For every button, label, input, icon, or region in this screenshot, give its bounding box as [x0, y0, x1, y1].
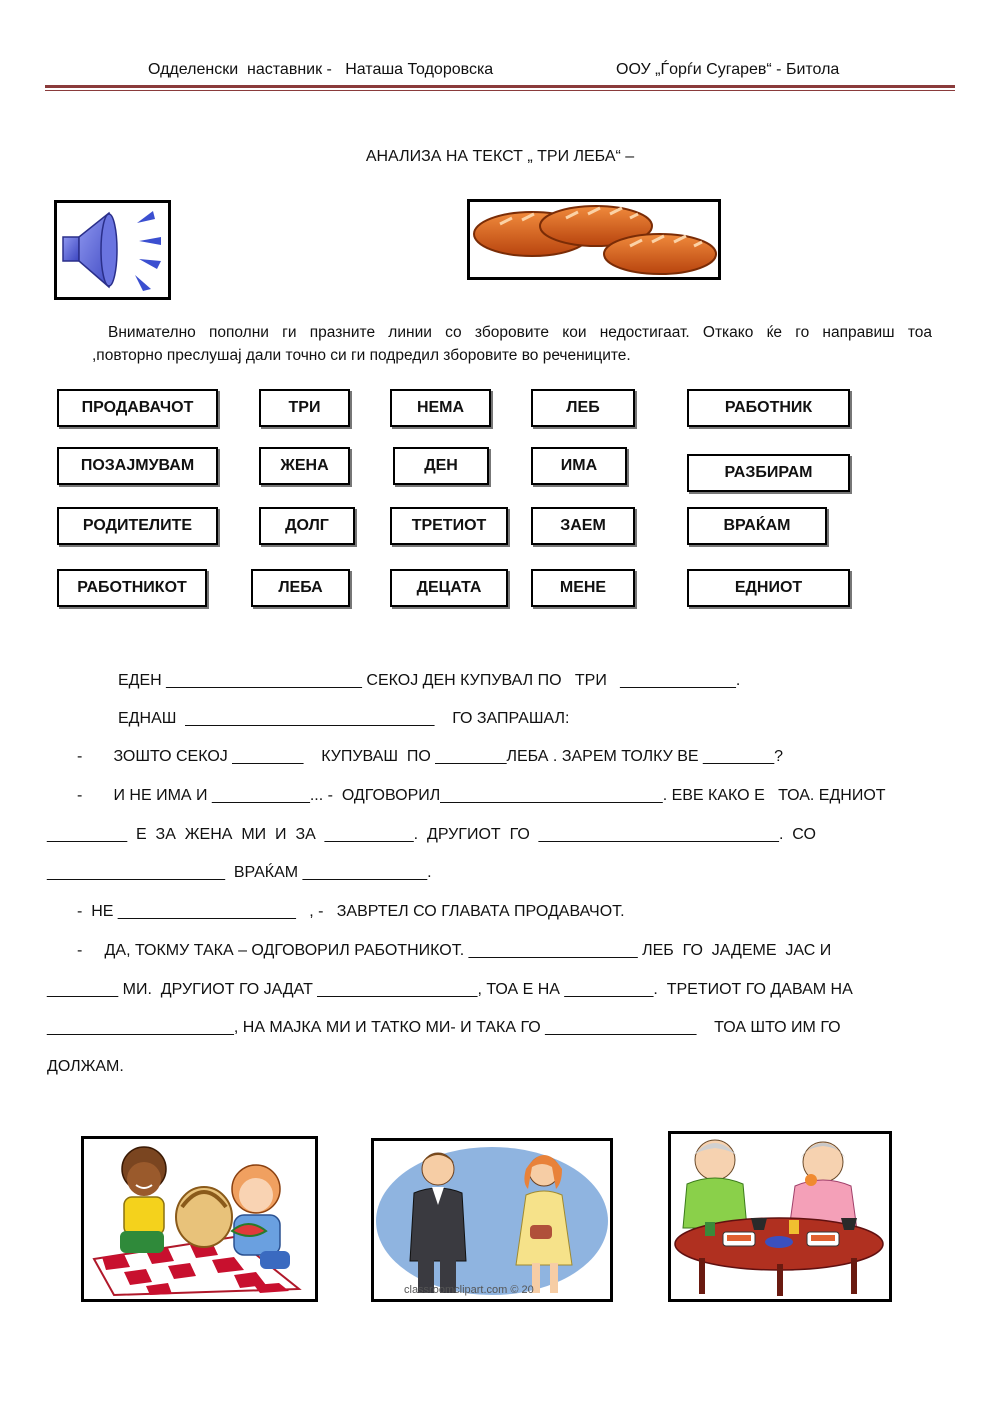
- word-card[interactable]: ДЕН: [393, 447, 489, 485]
- word-card[interactable]: ДОЛГ: [259, 507, 355, 545]
- story-line[interactable]: _________ Е ЗА ЖЕНА МИ И ЗА __________. ДРУГИОТ ГО ___________________________. СО: [47, 826, 816, 843]
- instructions: [50, 321, 932, 367]
- word-card[interactable]: МЕНЕ: [531, 569, 635, 607]
- word-card[interactable]: ПОЗАЈМУВАМ: [57, 447, 218, 485]
- instructions-line-1: Внимателно пополни ги празните линии со зборовите кои недостигаат. Откако ќе го направиш тоа: [108, 324, 932, 341]
- word-card[interactable]: РАЗБИРАМ: [687, 454, 850, 492]
- word-card[interactable]: ЕДНИОТ: [687, 569, 850, 607]
- story-line[interactable]: ЕДНАШ ____________________________ ГО ЗАПРАШАЛ:: [118, 710, 570, 727]
- story-line[interactable]: ____________________ ВРАЌАМ ______________.: [47, 864, 432, 881]
- word-card[interactable]: ДЕЦАТА: [390, 569, 508, 607]
- word-card[interactable]: РОДИТЕЛИТЕ: [57, 507, 218, 545]
- bread-loaf: [604, 234, 716, 274]
- instructions-line-2: ,повторно преслушај дали точно си ги подредил зборовите во речениците.: [92, 347, 631, 364]
- word-card[interactable]: ПРОДАВАЧОТ: [57, 389, 218, 427]
- word-card[interactable]: НЕМА: [390, 389, 491, 427]
- watermark-text: classroomclipart.com © 20: [404, 1284, 534, 1296]
- speaker-icon: [57, 203, 168, 297]
- story-line: ДОЛЖАМ.: [47, 1058, 124, 1075]
- word-card[interactable]: ИМА: [531, 447, 627, 485]
- children-picnic-illustration: [81, 1136, 318, 1302]
- story-line[interactable]: - И НЕ ИМА И ___________... - ОДГОВОРИЛ_________________________. ЕВЕ КАКО Е ТОА. ЕДНИОТ: [77, 787, 886, 804]
- teacher-name: Одделенски наставник - Наташа Тодоровска: [148, 61, 494, 78]
- word-card[interactable]: ТРИ: [259, 389, 350, 427]
- word-card[interactable]: ТРЕТИОТ: [390, 507, 508, 545]
- story-line[interactable]: _____________________, НА МАЈКА МИ И ТАТКО МИ- И ТАКА ГО _________________ ТОА ШТО ИМ ГО: [47, 1019, 841, 1036]
- story-line[interactable]: - НЕ ____________________ , - ЗАВРТЕЛ СО ГЛАВАТА ПРОДАВАЧОТ.: [77, 903, 625, 920]
- story-line[interactable]: ЕДЕН ______________________ СЕКОЈ ДЕН КУПУВАЛ ПО ТРИ _____________.: [118, 672, 741, 689]
- grandparents-eating-illustration: [668, 1131, 892, 1302]
- word-card[interactable]: ЛЕБА: [251, 569, 350, 607]
- couple-illustration: [371, 1138, 613, 1302]
- school-name: ООУ „Ѓорѓи Сугарев“ - Битола: [616, 61, 840, 78]
- story-line[interactable]: - ДА, ТОКМУ ТАКА – ОДГОВОРИЛ РАБОТНИКОТ. ___________________ ЛЕБ ГО ЈАДЕМЕ ЈАС И: [77, 942, 832, 959]
- play-audio-button[interactable]: [54, 200, 171, 300]
- bread-loaves-illustration: [467, 199, 721, 280]
- word-card[interactable]: ВРАЌАМ: [687, 507, 827, 545]
- story-line[interactable]: ________ МИ. ДРУГИОТ ГО ЈАДАТ __________________, ТОА Е НА __________. ТРЕТИОТ ГО ДАВАМ НА: [47, 981, 853, 998]
- word-card[interactable]: ЖЕНА: [259, 447, 350, 485]
- story-line[interactable]: - ЗОШТО СЕКОЈ ________ КУПУВАШ ПО ________ЛЕБА . ЗАРЕМ ТОЛКУ ВЕ ________?: [77, 748, 784, 765]
- word-card[interactable]: ЗАЕМ: [531, 507, 635, 545]
- word-card[interactable]: ЛЕБ: [531, 389, 635, 427]
- header-rule: [45, 85, 955, 88]
- page-title: АНАЛИЗА НА ТЕКСТ „ ТРИ ЛЕБА“ –: [365, 148, 635, 165]
- header-rule-thin: [45, 90, 955, 91]
- word-card[interactable]: РАБОТНИК: [687, 389, 850, 427]
- word-card[interactable]: РАБОТНИКОТ: [57, 569, 207, 607]
